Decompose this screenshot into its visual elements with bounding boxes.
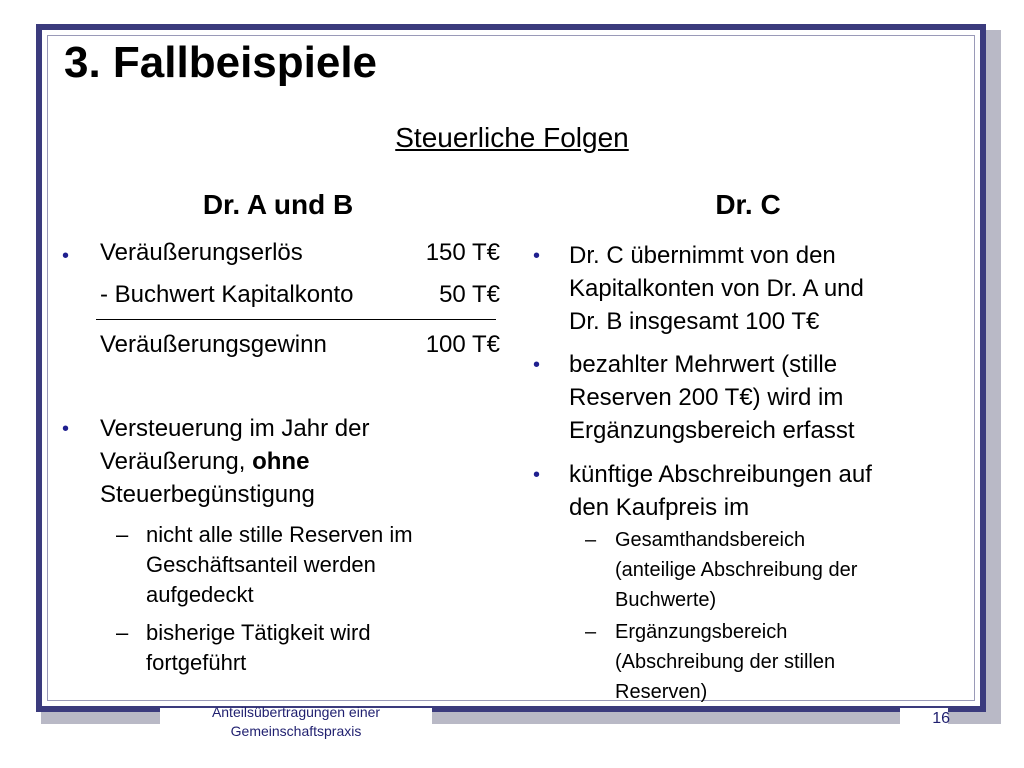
calc-row-book-value [100,281,502,315]
bullet-taxation [100,412,500,511]
page-number: 16 [932,710,950,727]
emphasis-ohne: ohne [252,448,310,475]
calc-label: - Buchwert Kapitalkonto [100,281,354,308]
dash-icon: – [585,621,597,643]
sub-line: Reserven) [615,681,708,703]
bullet-line: Reserven 200 T€) wird im [569,384,844,411]
sub-line: Geschäftsanteil werden [146,552,376,577]
calc-row-sale-proceeds [100,239,502,273]
sub-line: Gesamthandsbereich [615,529,806,551]
slide-title: 3. Fallbeispiele [64,38,378,87]
sub-bullet-supplementary-area [585,617,945,707]
bullet-line: Versteuerung im Jahr der [100,415,370,442]
bullet-line: Dr. B insgesamt 100 T€ [569,308,820,335]
sub-bullet-reserves [116,520,496,610]
sum-divider-line [96,319,496,320]
sub-line: aufgedeckt [146,582,254,607]
bullet-takeover [569,239,969,338]
sub-line: Ergänzungsbereich [615,621,788,643]
bullet-line: künftige Abschreibungen auf [569,461,872,488]
calc-label: Veräußerungserlös [100,239,303,266]
sub-line: fortgeführt [146,650,247,675]
sub-bullet-activity [116,618,496,678]
dash-icon: – [116,522,129,547]
bullet-depreciation [569,458,969,524]
sub-line: nicht alle stille Reserven im [146,522,413,547]
bullet-line: Ergänzungsbereich erfasst [569,417,855,444]
sub-bullet-joint-area [585,525,945,615]
bullet-line: bezahlter Mehrwert (stille [569,351,838,378]
footer-line: Anteilsübertragungen einer [211,704,381,720]
bullet-line: Steuerbegünstigung [100,481,315,508]
calc-value: 150 T€ [425,239,500,266]
bullet-line: Veräußerung, ohne [100,448,310,475]
sub-line: Buchwerte) [615,589,717,611]
slide-subtitle: Steuerliche Folgen [395,122,629,153]
bullet-surplus [569,348,969,447]
calc-row-gain [100,331,502,365]
bullet-line: Kapitalkonten von Dr. A und [569,275,864,302]
dash-icon: – [116,620,129,645]
right-column-heading: Dr. C [715,189,781,220]
sub-line: (anteilige Abschreibung der [615,559,858,581]
dash-icon: – [585,529,597,551]
left-column-heading: Dr. A und B [202,189,354,220]
sub-line: (Abschreibung der stillen [615,651,836,673]
bullet-line: Dr. C übernimmt von den [569,242,836,269]
calc-label: Veräußerungsgewinn [100,331,327,358]
calc-value: 50 T€ [439,281,500,308]
sub-line: bisherige Tätigkeit wird [146,620,371,645]
footer-line: Gemeinschaftspraxis [230,723,362,739]
bullet-line: den Kaufpreis im [569,494,750,521]
footer-title [160,703,432,741]
calc-value: 100 T€ [425,331,500,358]
